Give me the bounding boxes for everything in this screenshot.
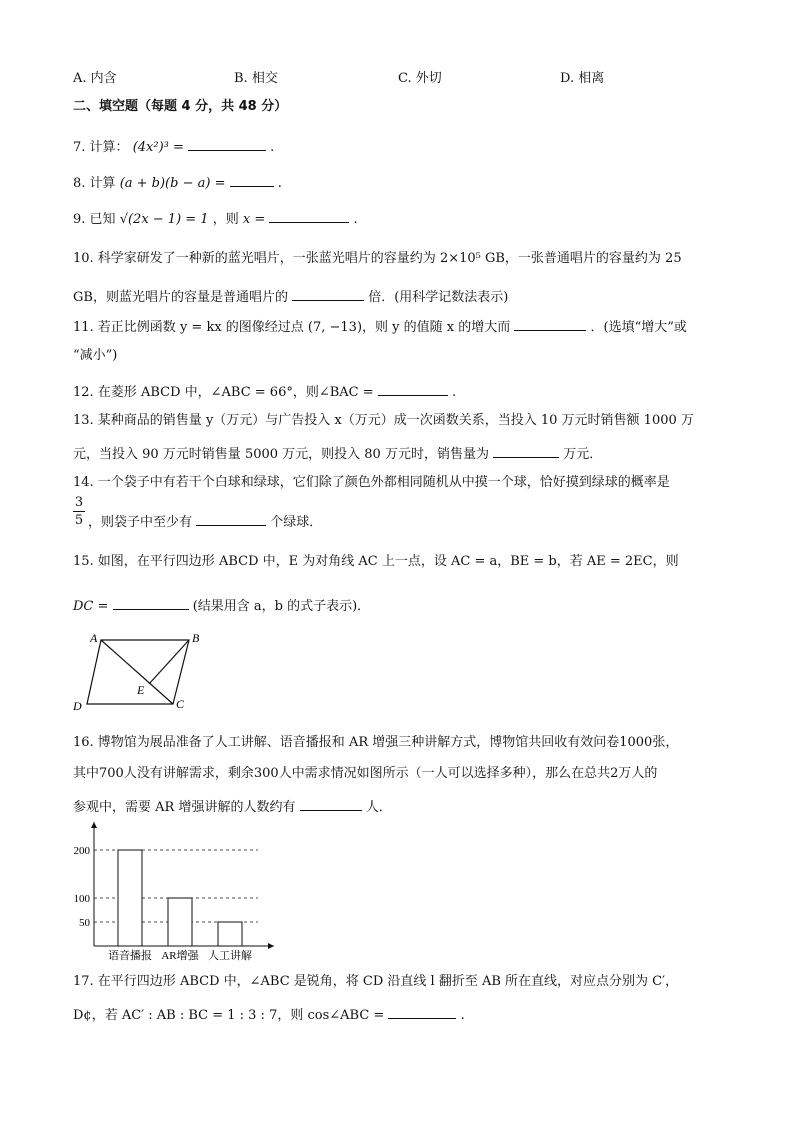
chart-bars [118,850,242,946]
q14-fraction-denominator: 5 [74,513,84,528]
label-e: E [137,683,145,697]
x-axis-arrow [268,943,274,949]
q17-line2-post: . [460,1008,465,1023]
q17-answer-blank [388,1004,456,1019]
question-16-line-3 [73,796,392,817]
q14-line2-pre: ，则袋子中至少有 [88,515,193,530]
question-8 [73,172,282,193]
q7-expression: (4x²)³ = [132,140,184,155]
section-title: 二、填空题（每题 4 分，共 48 分） [73,99,288,114]
chart-x-labels [108,948,252,962]
q8-answer-blank [230,172,274,187]
q12-answer-blank [378,381,448,396]
question-15-line-2 [73,595,370,616]
question-16-line-1: 16. 博物馆为展品准备了人工讲解、语音播报和 AR 增强三种讲解方式，博物馆共回收有效问卷1000张， [73,735,679,750]
label-a: A [90,631,98,645]
question-10-line-1: 10. 科学家研发了一种新的蓝光唱片，一张蓝光唱片的容量约为 2×10⁵ GB，一张普通唱片的容量约为 25 [73,251,682,266]
question-17-line-1: 17. 在平行四边形 ABCD 中，∠ABC 是锐角，将 CD 沿直线 l 翻折至 AB 所在直线，对应点分别为 C′， [73,974,679,989]
question-14-line-2 [88,511,322,532]
q16-line3-post: 人． [365,800,392,815]
parallelogram-figure [70,628,210,718]
x-label-2: 人工讲解 [208,950,252,962]
q8-expression: (a + b)(b − a) = [119,176,226,191]
q9-prefix: 9. 已知 [73,212,116,227]
question-16-line-2: 其中700人没有讲解需求，剩余300人中需求情况如图所示（一人可以选择多种），那么在总共2万人的 [73,766,658,781]
q11-answer-blank [514,316,586,331]
question-15-line-1: 15. 如图，在平行四边形 ABCD 中，E 为对角线 AC 上一点，设 AC = a，BE = b，若 AE = 2EC，则 [73,554,679,569]
q9-variable: x = [242,212,266,227]
q9-expression: √(2x − 1) = 1 [119,212,209,227]
y-tick-200: 200 [73,845,90,857]
q12-pre: 12. 在菱形 ABCD 中，∠ABC = 66°，则∠BAC = [73,385,374,400]
bar-0 [118,850,142,946]
q16-answer-blank [300,796,362,811]
question-17-line-2 [73,1004,465,1025]
x-label-0: 语音播报 [108,950,152,962]
q11-line1-post: ．(选填“增大”或 [590,320,687,335]
demand-bar-chart [60,818,290,966]
option-d: D. 相离 [560,71,605,86]
bar-1 [168,898,192,946]
question-9 [73,208,358,229]
option-b: B. 相交 [234,71,278,86]
q16-line3-pre: 参观中，需要 AR 增强讲解的人数约有 [73,800,296,815]
q14-line2-post: 个绿球． [270,515,323,530]
question-11-line-1 [73,316,687,337]
q10-line2-pre: GB，则蓝光唱片的容量是普通唱片的 [73,290,288,305]
q17-line2-pre: D¢，若 AC′ : AB : BC = 1 : 3 : 7，则 cos∠ABC = [73,1008,385,1023]
q14-answer-blank [196,511,266,526]
q10-line2-post: 倍．(用科学记数法表示) [368,290,509,305]
q7-prefix: 7. 计算： [73,140,129,155]
q13-line2-pre: 元，当投入 90 万元时销售量 5000 万元，则投入 80 万元时，销售量为 [73,447,489,462]
q14-fraction-numerator: 3 [74,495,84,510]
question-11-line-2: “减小”) [73,348,118,363]
option-a: A. 内含 [73,71,117,86]
q14-fraction [73,494,85,529]
q8-suffix: . [277,176,282,191]
label-d: D [73,699,82,713]
question-13-line-2 [73,443,602,464]
question-10-line-2 [73,286,508,307]
q10-answer-blank [292,286,364,301]
q13-answer-blank [493,443,559,458]
q12-post: . [451,385,457,400]
q15-answer-blank [113,595,189,610]
label-b: B [192,631,200,645]
chart-y-tick-labels [74,845,91,929]
q7-answer-blank [188,136,266,151]
x-label-1: AR增强 [161,950,199,962]
q7-suffix: . [270,140,275,155]
q15-line2-pre: DC = [73,599,109,614]
y-axis-arrow [91,822,97,828]
option-c: C. 外切 [398,71,442,86]
q8-prefix: 8. 计算 [73,176,116,191]
q9-mid: ，则 [212,212,239,227]
question-14-line-1: 14. 一个袋子中有若干个白球和绿球，它们除了颜色外都相同随机从中摸一个球，恰好摸到绿球的概率是 [73,475,670,490]
bar-2 [218,922,242,946]
q9-answer-blank [269,208,349,223]
question-7 [73,136,274,157]
q13-line2-post: 万元． [563,447,603,462]
label-c: C [176,697,185,711]
question-13-line-1: 13. 某种商品的销售量 y（万元）与广告投入 x（万元）成一次函数关系，当投入 10 万元时销售额 1000 万 [73,413,694,428]
question-12 [73,381,456,402]
q15-line2-post: (结果用含 a，b 的式子表示)． [192,599,371,614]
y-tick-100: 100 [73,893,90,905]
q11-line1-pre: 11. 若正比例函数 y = kx 的图像经过点 (7, −13)，则 y 的值随 x 的增大而 [73,320,511,335]
y-tick-50: 50 [79,917,90,929]
q9-suffix: . [353,212,358,227]
